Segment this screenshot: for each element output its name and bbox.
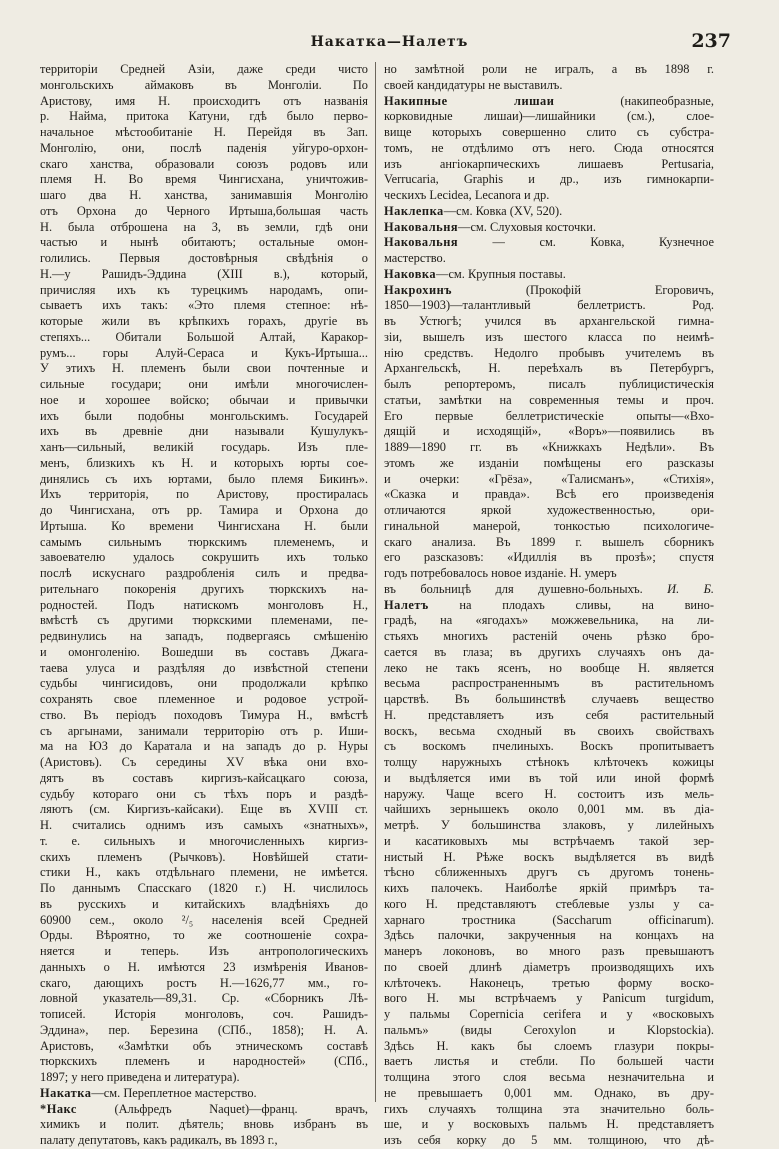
text-line: шаго два Н. ханства, занимавшія Монголію [40, 188, 368, 202]
text-line: степяхъ... Обитали Большой Алтай, Каракор- [40, 329, 368, 344]
text-columns [40, 62, 748, 1147]
entry-headword: Налетъ [384, 597, 429, 612]
text-line: судьбы чингисидовъ, они продолжали крѣпко [40, 676, 368, 691]
text-line: Его первые беллетристическіе опыты—«Вхо- [384, 408, 714, 423]
text-line: корковидные лишаи)—лишайники (см.), слое- [384, 109, 714, 124]
text-line: его разсказовъ: «Идиллія въ прозѣ»; спустя [384, 550, 714, 565]
text-line [384, 220, 714, 236]
text-line: румъ... горы Алуй-Сераса и Кукъ-Иртыша... [40, 345, 368, 360]
text-line: няется и теперь. Изъ антропологическихъ [40, 944, 368, 958]
text-line: Орды. Вѣроятно, то же соотношеніе сохра- [40, 928, 368, 943]
text-line: томъ, не отдѣлимо отъ него. Сюда относятся [384, 140, 714, 155]
text-line: въ русскихъ и китайскихъ владѣніяхъ до [40, 896, 368, 911]
text-line: ихъ были подобны монгольскимъ. Государей [40, 408, 368, 423]
text-line: скаго, дающихъ ростъ Н.—1626,77 мм., го- [40, 975, 368, 990]
text-line: дящій и исходящій», «Воръ»—появились въ [384, 424, 714, 439]
text-line: изъ себя корку до 5 мм. толщиною, что дѣ- [384, 1133, 714, 1147]
text-line: но замѣтной роли не игралъ, а въ 1898 г. [384, 62, 714, 76]
text-line: и касатиковыхъ мы встрѣчаемъ такой зер- [384, 833, 714, 848]
entry-text: —см. Ковка (XV, 520). [443, 203, 563, 218]
text-line: былъ репортеромъ, писалъ публицистическія [384, 377, 714, 391]
text-line: ханъ—сильный, великій государь. Изъ пле- [40, 440, 368, 454]
text-line: до Чингисхана, отъ рр. Тамира и Орхона до [40, 503, 368, 517]
text-line: годъ потребовалось новое изданіе. Н. умеръ [384, 566, 617, 580]
text-line: нію средствъ. Недолго пробывъ учителемъ въ [384, 345, 714, 360]
text-line: зіи, вышелъ изъ шестого класса по неимѣ- [384, 329, 714, 344]
text-line: стьяхъ многихъ растеній очень рѣзко бро- [384, 629, 714, 643]
text-line: ческихъ Lecidea, Lecanora и др. [384, 188, 550, 202]
text-line: Монголію, они, послѣ паденія уйгуро-орхон- [40, 140, 368, 155]
text-line: территоріи Средней Азіи, даже среди чисто [40, 62, 368, 76]
text-line: Эддина», пер. Березина (СПб., 1858); Н. А. [40, 1022, 368, 1037]
text-line: ваетъ листья и стебли. По большей части [384, 1054, 714, 1069]
text-line: послѣ искуснаго раздробленія силъ и предва- [40, 566, 368, 580]
text-line: Н.—у Рашидъ-Эддина (XIII в.), который, [40, 266, 368, 281]
text-line: у пальмы Copernicia cerifera и у «восковыхъ [384, 1007, 714, 1021]
text-line [384, 582, 714, 598]
text-line: скаго ханства, образовали союзъ родовъ или [40, 156, 368, 171]
entry-text: —см. Слуховыя косточки. [458, 219, 597, 234]
text-line: по своей длинѣ діаметръ производящихъ ихъ [384, 959, 714, 974]
text-line [384, 235, 714, 251]
text-line: ное и хорошее войско; обычаи и привычки [40, 392, 368, 407]
text-line: ство. Въ періодъ походовъ Тимура Н., вмѣстѣ [40, 707, 368, 722]
text-line: въ Устюгѣ; учился въ архангельской гимна- [384, 314, 714, 328]
entry-text: — см. Ковка, Кузнечное [458, 235, 714, 250]
entry-headword: Накипные лишаи [384, 93, 555, 108]
text-line: вище которыхъ совершенно слито съ субстра- [384, 125, 714, 139]
text-line: своей кандидатуры не выставилъ. [384, 77, 563, 92]
text-line: тѣсно сближенныхъ другъ съ другомъ тонень- [384, 865, 714, 880]
text-line: редвинулись на западъ, подвергаясь смѣшенію [40, 629, 368, 643]
entry-headword: Наклепка [384, 203, 444, 218]
text-line: племя Н. Во время Чингисхана, уничтожив- [40, 172, 368, 187]
text-line: 1897; у него приведена и литература). [40, 1070, 240, 1084]
text-line: отъ Орхона до Черного Иртыша,большая часть [40, 203, 368, 218]
text-line: ляютъ (см. Киргизъ-кайсаки). Еще въ XVIII ст. [40, 802, 368, 817]
left-column [40, 62, 368, 1147]
author-signature: И. Б. [667, 581, 714, 596]
text-line: наружу. Чаще всего Н. состоитъ изъ мель- [384, 786, 714, 801]
text-line: съ воскомъ пчелиныхъ. Воскъ пропитываетъ [384, 739, 714, 754]
running-title: Накатка—Налетъ [310, 34, 469, 50]
entry-headword: Наковальня [384, 219, 459, 234]
text-line: причисляя ихъ къ турецкимъ народамъ, опи- [40, 282, 368, 297]
text-line: сается въ глаза; въ другихъ случаяхъ онъ да- [384, 644, 714, 659]
text-line: самымъ сильнымъ тюркскимъ племенемъ, и [40, 534, 368, 549]
text-line: гинальной манерой, тонкостью психологиче- [384, 518, 714, 533]
text-line: тописей. Исторія монголовъ, соч. Рашидъ- [40, 1007, 368, 1021]
running-head [0, 30, 779, 52]
entry-text: —см. Переплетное мастерство. [91, 1085, 257, 1100]
entry-headword: Наковка [384, 266, 437, 281]
text-line: т. е. сильныхъ и многочисленныхъ киргиз- [40, 833, 368, 848]
entry-headword: Наковальня [384, 235, 459, 250]
text-line: 60900 сем., около ²/₅ населенія всей Средней [40, 912, 368, 927]
text-line: химикъ и полит. дѣятель; вновь избранъ въ [40, 1117, 368, 1132]
text-line: 1850—1903)—талантливый беллетристъ. Род. [384, 298, 714, 313]
text-line: Здѣсь палочки, закрученныя на концахъ на [384, 928, 714, 943]
text-line: Здѣсь Н. какъ бы слоемъ глазури покры- [384, 1038, 714, 1053]
text-line: воскъ, весьма сходный въ своихъ свойствахъ [384, 723, 714, 738]
entry-headword: Накатка [40, 1085, 92, 1100]
text-line: ма на ЮЗ до Каратала и на западъ до р. Нуры [40, 739, 368, 754]
text-line: монгольскихъ аймаковъ въ Монголіи. По [40, 77, 368, 92]
text-line: Иртыша. Ко времени Чингисхана Н. были [40, 518, 368, 533]
text-line: кихъ палочекъ. Наиболѣе яркій примѣръ та- [384, 881, 714, 895]
text-line: родностей. Подъ натискомъ монголовъ Н., [40, 597, 368, 612]
text-line: рительнаго покоренія другихъ тюркскихъ на- [40, 581, 368, 596]
text-line: голились. Первыя достовѣрныя свѣдѣнія о [40, 251, 368, 265]
text-line: и омонголенію. Вошедши въ составъ Джага- [40, 644, 368, 659]
text-line: вого Н. мы встрѣчаемъ у Panicum turgidum, [384, 991, 714, 1006]
text-line: и очерки: «Грёза», «Талисманъ», «Стихія», [384, 471, 714, 486]
entry-text: (Альфредъ Naquet)—франц. врачъ, [76, 1101, 368, 1116]
text-line: динялись съ ихъ юртами, было племя Бикинъ». [40, 471, 368, 486]
text-line: толщу наружныхъ стѣнокъ клѣточекъ кожицы [384, 755, 714, 769]
text-line: отличаются яркой художественностью, ори- [384, 503, 714, 517]
text-line: дятъ въ составъ киргизъ-кайсацкаго союза, [40, 770, 368, 785]
text-line: леко не такъ ясенъ, но вообще Н. является [384, 660, 714, 675]
text-line: менъ, близкихъ къ Н. и которыхъ юрты сое- [40, 455, 368, 470]
text-line: По даннымъ Спасскаго (1820 г.) Н. числилось [40, 881, 368, 895]
entry-headword: *Накс [40, 1101, 77, 1116]
text-line [384, 94, 714, 110]
text-line: этомъ же изданіи помѣщены его разсказы [384, 455, 714, 470]
text-line: кого Н. представляютъ стеблевые узлы у са- [384, 896, 714, 911]
text-line: и выдѣляется ими въ той или иной формѣ [384, 770, 714, 785]
text-line: клѣточекъ. Наконецъ, третью форму воско- [384, 975, 714, 990]
text-line [40, 1102, 368, 1118]
text-line: Н. считались однимъ изъ самыхъ «знатныхъ», [40, 818, 368, 832]
text-line: 1889—1890 гг. въ «Книжкахъ Недѣли». Въ [384, 440, 714, 454]
text-line: Н. была отброшена на З, въ земли, гдѣ они [40, 219, 368, 234]
text-line: завоевателю удалось сокрушить ихъ только [40, 550, 368, 565]
text-line: съ аргынами, занимали территорію отъ р. Иши- [40, 723, 368, 738]
text-line: гихъ случаяхъ толщина эта значительно боль- [384, 1101, 714, 1116]
entry-text: —см. Крупныя поставы. [436, 266, 566, 281]
text-line: начальное мѣстообитаніе Н. Перейдя въ Зап. [40, 125, 368, 139]
text-line [384, 267, 714, 283]
text-line: толщина этого слоя весьма незначительна и [384, 1070, 714, 1084]
text-line: Архангельскѣ, Н. переѣхалъ въ Петербургъ, [384, 361, 714, 376]
text-line: градѣ, на «ягодахъ» можжевельника, на ли- [384, 613, 714, 628]
text-line: статьи, замѣтки на современныя темы и проч. [384, 392, 714, 407]
text-line [384, 204, 714, 220]
entry-text: на плодахъ сливы, на вино- [428, 597, 714, 612]
text-line: Аристову, имя Н. происходитъ отъ названія [40, 93, 368, 108]
entry-text: (накипеобразные, [554, 93, 715, 108]
text-line: палату депутатовъ, какъ радикалъ, въ 1893 г., [40, 1133, 278, 1147]
text-line: весьма распространеннымъ въ растительномъ [384, 676, 714, 691]
text-line: изъ ангіокарпическихъ лишаевъ Pertusaria, [384, 156, 714, 171]
text-line: мастерство. [384, 251, 446, 265]
page-number: 237 [691, 30, 731, 52]
text-line: данныхъ о Н. имѣются 23 измѣренія Иванов- [40, 959, 368, 974]
text-line: Н. представляетъ изъ себя растительный [384, 707, 714, 722]
text-line: которые жили въ крѣпкихъ горахъ, другіе въ [40, 314, 368, 328]
text-line [384, 283, 714, 299]
text-line: ихъ въ древніе дни называли Кушулукъ- [40, 424, 368, 439]
text-line: Ихъ территорія, по Аристову, простиралась [40, 487, 368, 502]
column-divider [375, 62, 376, 1102]
text-line: р. Найма, притока Катуни, гдѣ было перво- [40, 109, 368, 124]
text-line: вмѣстѣ съ другими тюркскими племенами, пе- [40, 613, 368, 628]
text-line: царствѣ. Въ большинствѣ случаевъ вещество [384, 692, 714, 706]
text-line: стики Н., какъ отдѣльнаго племени, не имѣется. [40, 865, 368, 880]
text-line: нистый Н. Рѣже воскъ выдѣляется въ видѣ [384, 849, 714, 864]
text-line: скихъ племенъ (Рычковъ). Новѣйшей стати- [40, 849, 368, 864]
entry-text: (Прокофій Егоровичъ, [451, 282, 714, 297]
text-line: ше, и у восковыхъ пальмъ Н. представляетъ [384, 1117, 714, 1132]
text-line: Verrucaria, Graphis и др., изъ гимнокарпи- [384, 172, 714, 187]
text-line: судьбу котораго они съ тѣхъ поръ и раздѣ- [40, 786, 368, 801]
text-line: метрѣ. У большинства злаковъ, у лилейныхъ [384, 818, 714, 832]
text-line [384, 598, 714, 614]
text-line: сохранять свое племенное и родовое устрой- [40, 692, 368, 706]
text-line: таева улуса и раздѣляя до извѣстной степени [40, 660, 368, 675]
text-line: сываетъ ихъ такъ: «Это племя степное: нѣ- [40, 298, 368, 313]
right-column [384, 62, 715, 1147]
text-line: не превышаетъ 0,001 мм. Однако, въ дру- [384, 1085, 714, 1100]
entry-headword: Накрохинъ [384, 282, 452, 297]
text-line: (Аристовъ). Съ середины XV вѣка они вхо- [40, 755, 368, 769]
text-line: «Сказка и правда». Всѣ его произведенія [384, 487, 714, 502]
text-line: пальмъ» (виды Ceroxylon и Klopstockia). [384, 1022, 714, 1037]
text-line: харнаго тростника (Saccharum officinarum). [384, 912, 714, 927]
text-line: У этихъ Н. племенъ были свои почтенные и [40, 361, 368, 376]
text-line: Аристовъ, «Замѣтки объ этническомъ составѣ [40, 1038, 368, 1053]
text-line: частью и нынѣ обитаютъ; остальные омон- [40, 235, 368, 250]
text-line: сильные государи; они имѣли многочислен- [40, 377, 368, 391]
text-line: скаго анализа. Въ 1899 г. вышелъ сборникъ [384, 534, 714, 549]
text-line: чайшихъ зернышекъ около 0,001 мм. въ діа- [384, 802, 714, 817]
text-line: ловной указатель—89,31. Ср. «Сборникъ Лѣ- [40, 991, 368, 1006]
text-line: манеръ локоновъ, во много разъ превышаютъ [384, 944, 714, 958]
text-line: тюркскихъ племенъ и народностей» (СПб., [40, 1054, 368, 1069]
entry-text: въ больницѣ для душевно-больныхъ. [384, 581, 668, 596]
text-line [40, 1086, 368, 1102]
